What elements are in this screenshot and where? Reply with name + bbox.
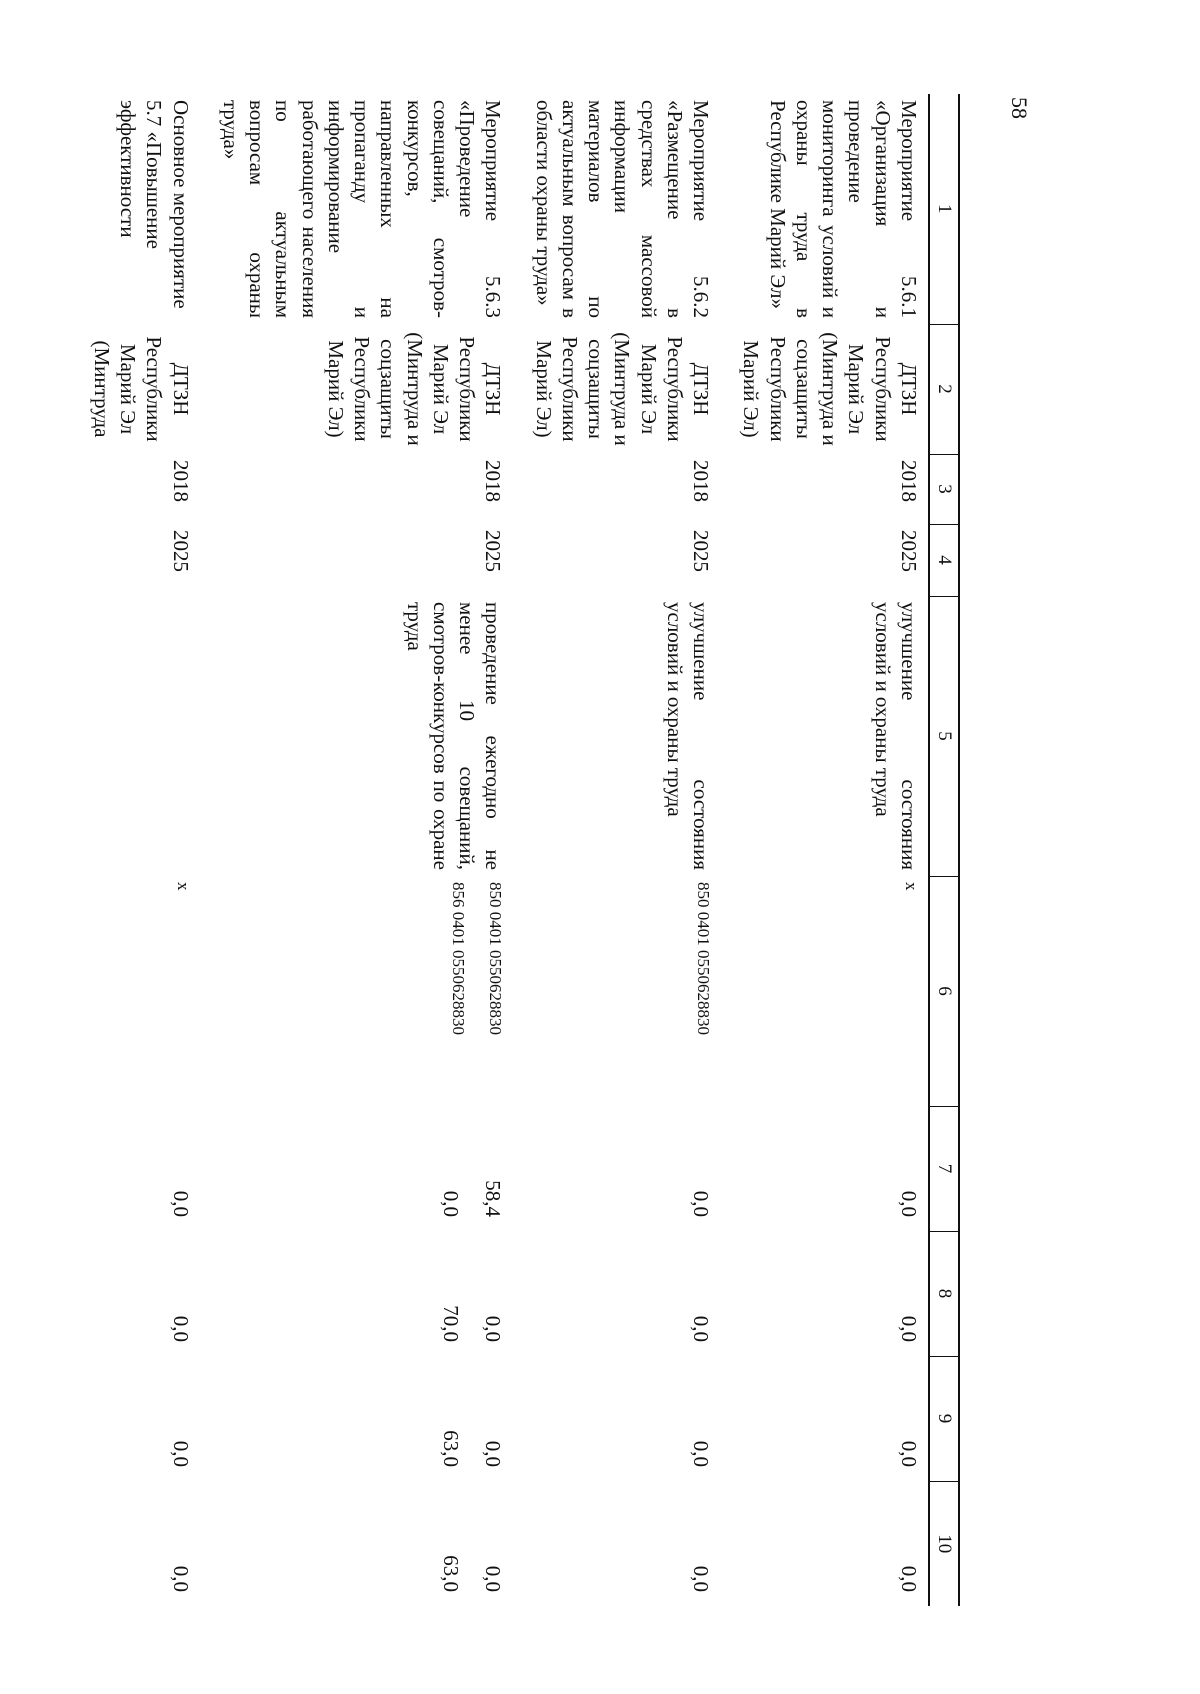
value: 0,0 (689, 1440, 714, 1467)
value: 0,0 (897, 1315, 921, 1342)
expected-result: проведение ежегодно не менее 10 совещаний, смотров-конкурсов по охране труда (402, 602, 506, 870)
budget-code (513, 876, 721, 1106)
value: 63,0 (439, 1555, 464, 1592)
value: 0,0 (689, 1315, 714, 1342)
value-col8 (720, 1231, 929, 1356)
activity-name: Основное мероприятие 5.7 «Повышение эффективности (116, 100, 193, 309)
value-col7 (720, 1106, 929, 1231)
column-number: 10 (929, 1481, 959, 1606)
value-col10 (513, 1481, 721, 1606)
value-col7 (71, 1106, 200, 1231)
value-col8 (71, 1231, 200, 1356)
activity-name: Мероприятие 5.6.2 «Размещение в средствах массовой информации материалов по актуальным вопросам в области охраны труда» (531, 100, 714, 318)
program-activities-table (71, 94, 960, 1606)
budget-code-line: 850 0401 0550628830 (486, 882, 506, 1035)
column-number: 9 (929, 1356, 959, 1481)
value: 0,0 (897, 1440, 921, 1467)
column-number: 4 (929, 524, 959, 596)
table-row (720, 94, 929, 1606)
value-col7 (513, 1106, 721, 1231)
activity-name: Мероприятие 5.6.1 «Организация и проведение мониторинга условий и охраны труда в Республике Марий Эл» (765, 100, 921, 318)
column-number: 5 (929, 596, 959, 876)
expected-result: улучшение состояния условий и охраны труда (663, 602, 714, 870)
value: 0,0 (168, 1565, 193, 1592)
end-year: 2025 (481, 530, 506, 572)
value: 0,0 (481, 1565, 506, 1592)
value: 63,0 (439, 1430, 464, 1467)
value-col9 (71, 1356, 200, 1481)
end-year: 2025 (168, 530, 193, 572)
budget-code-line: x (902, 882, 921, 891)
value: 0,0 (168, 1315, 193, 1342)
column-number-header-row (929, 94, 959, 1606)
value: 0,0 (689, 1190, 714, 1217)
value: 0,0 (168, 1440, 193, 1467)
value-col8 (200, 1231, 513, 1356)
column-number: 1 (929, 94, 959, 324)
value: 0,0 (439, 1190, 464, 1217)
column-number: 7 (929, 1106, 959, 1231)
value: 70,0 (439, 1305, 464, 1342)
value-col9 (720, 1356, 929, 1481)
budget-code-line: x (173, 882, 193, 891)
start-year: 2018 (168, 460, 193, 502)
column-number: 3 (929, 454, 959, 524)
value-col7 (200, 1106, 513, 1231)
value: 0,0 (168, 1190, 193, 1217)
column-number: 6 (929, 876, 959, 1106)
budget-code (200, 876, 513, 1106)
value-col8 (513, 1231, 721, 1356)
start-year: 2018 (897, 460, 921, 502)
table-row (71, 94, 200, 1606)
executor: ДТЗН Республики Марий Эл (Минтруда и соцзащиты Республики Марий Эл) (739, 332, 921, 446)
value: 0,0 (897, 1190, 921, 1217)
budget-code (71, 876, 200, 1106)
expected-result (71, 596, 200, 876)
start-year: 2018 (481, 460, 506, 502)
value: 58,4 (481, 1180, 506, 1217)
value-col10 (71, 1481, 200, 1606)
value-col10 (200, 1481, 513, 1606)
end-year: 2025 (897, 530, 921, 572)
value-col10 (720, 1481, 929, 1606)
expected-result: улучшение состояния условий и охраны труда (870, 602, 921, 870)
column-number: 2 (929, 324, 959, 454)
start-year: 2018 (689, 460, 714, 502)
value-col9 (513, 1356, 721, 1481)
column-number: 8 (929, 1231, 959, 1356)
table-row (200, 94, 513, 1606)
value: 0,0 (897, 1565, 921, 1592)
page-number: 58 (1007, 97, 1032, 119)
activity-name: Мероприятие 5.6.3 «Проведение совещаний, смотров-конкурсов, направленных на пропаганду и информирование работающего населения по актуальным вопросам охраны труда» (219, 100, 506, 318)
executor: ДТЗН Республики Марий Эл (Минтруда и соцзащиты Республики Марий Эл) (324, 332, 506, 446)
budget-code-line: 856 0401 0550628830 (449, 882, 469, 1035)
end-year: 2025 (689, 530, 714, 572)
value: 0,0 (481, 1440, 506, 1467)
executor: ДТЗН Республики Марий Эл (Минтруда (90, 336, 193, 442)
table-row (513, 94, 721, 1606)
budget-code (720, 876, 929, 1106)
value-col9 (200, 1356, 513, 1481)
rotated-table-container (90, 94, 960, 1606)
budget-code-line: 850 0401 0550628830 (694, 882, 714, 1035)
value: 0,0 (481, 1315, 506, 1342)
executor: ДТЗН Республики Марий Эл (Минтруда и соцзащиты Республики Марий Эл) (531, 332, 714, 446)
value: 0,0 (689, 1565, 714, 1592)
